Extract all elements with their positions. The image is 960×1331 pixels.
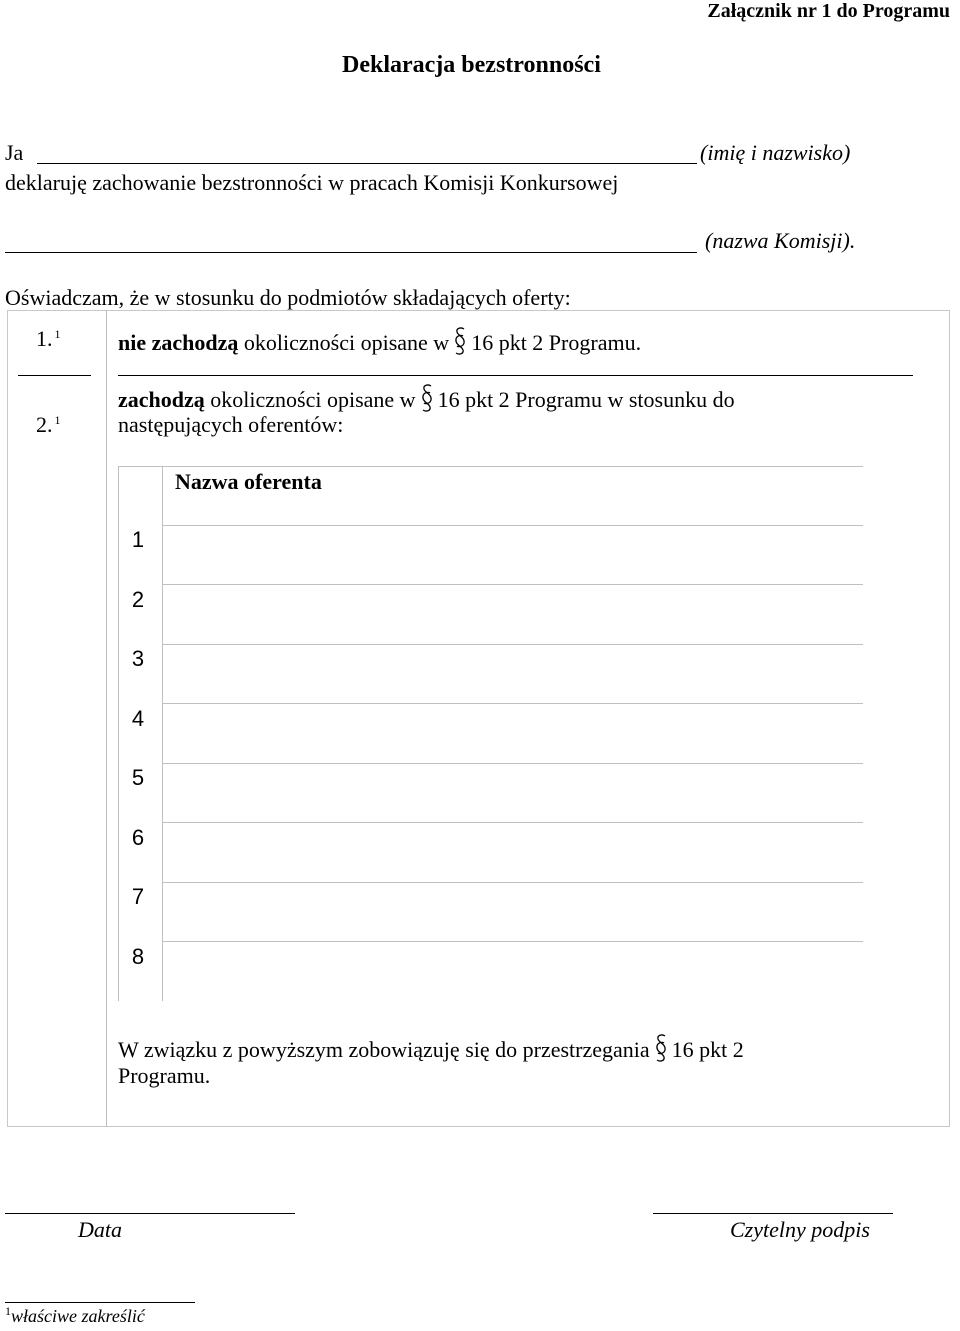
option-2-text-a: okoliczności opisane w [210,387,416,412]
date-fill-line [5,1213,295,1214]
table-row-number: 3 [131,646,145,671]
option-1-text-a: okoliczności opisane w [243,330,450,355]
footnote [5,1304,145,1327]
section-sign-icon [420,383,434,413]
page-title: Deklaracja bezstronności [342,52,601,78]
declaration-line: deklaruję zachowanie bezstronności w pracach Komisji Konkursowej [5,170,619,195]
table-column-divider [162,466,163,1001]
table-row-number: 5 [131,765,145,790]
option-1-number-text: 1. [36,326,53,351]
table-row-line [162,822,863,823]
option-separator-right [118,375,913,376]
table-row-line [162,703,863,704]
option-2-text-b: 16 pkt 2 Programu w stosunku do [437,387,735,412]
option-2-line2: następujących oferentów: [118,412,344,437]
options-column-divider [106,310,107,1127]
signature-fill-line [653,1213,893,1214]
table-row-number: 1 [131,527,145,552]
table-top-border [118,466,863,467]
table-row-number: 2 [131,587,145,612]
section-sign-icon [654,1033,668,1063]
option-2-number-text: 2. [36,412,53,437]
footnote-mark: 1 [5,1304,11,1318]
table-row-line [162,941,863,942]
option-2-text [118,383,735,413]
date-label: Data [78,1217,122,1242]
option-1-footnote-mark: 1 [54,327,61,341]
option-1-text [118,326,641,356]
option-1-bold: nie zachodzą [118,330,239,355]
table-row-line [162,525,863,526]
table-header: Nazwa oferenta [175,469,322,494]
table-row-number: 4 [131,706,145,731]
commission-hint: (nazwa Komisji). [705,228,856,253]
option-1-number [36,326,61,352]
name-fill-line [37,163,697,164]
statement-text: Oświadczam, że w stosunku do podmiotów składających oferty: [5,285,571,310]
commitment-text [118,1033,744,1063]
signature-label: Czytelny podpis [730,1217,870,1242]
footnote-text: właściwe zakreślić [11,1306,145,1326]
commitment-text-b: 16 pkt 2 [671,1037,744,1062]
option-2-number [36,412,61,438]
table-row-line [162,644,863,645]
table-row-number: 7 [131,884,145,909]
table-row-line [162,584,863,585]
table-row-line [162,763,863,764]
commitment-line2: Programu. [118,1063,211,1088]
commitment-text-a: W związku z powyższym zobowiązuję się do przestrzegania [118,1037,650,1062]
commission-fill-line [5,252,697,253]
ja-label: Ja [5,140,24,165]
option-separator-left [18,375,91,376]
footnote-rule [5,1302,195,1303]
option-2-bold: zachodzą [118,387,205,412]
section-sign-icon [453,326,467,356]
table-row-line [162,882,863,883]
annex-label: Załącznik nr 1 do Programu [707,0,950,22]
table-row-number: 6 [131,825,145,850]
name-hint: (imię i nazwisko) [700,140,851,165]
table-row-number: 8 [131,944,145,969]
option-1-text-b: 16 pkt 2 Programu. [471,330,642,355]
option-2-footnote-mark: 1 [54,413,61,427]
